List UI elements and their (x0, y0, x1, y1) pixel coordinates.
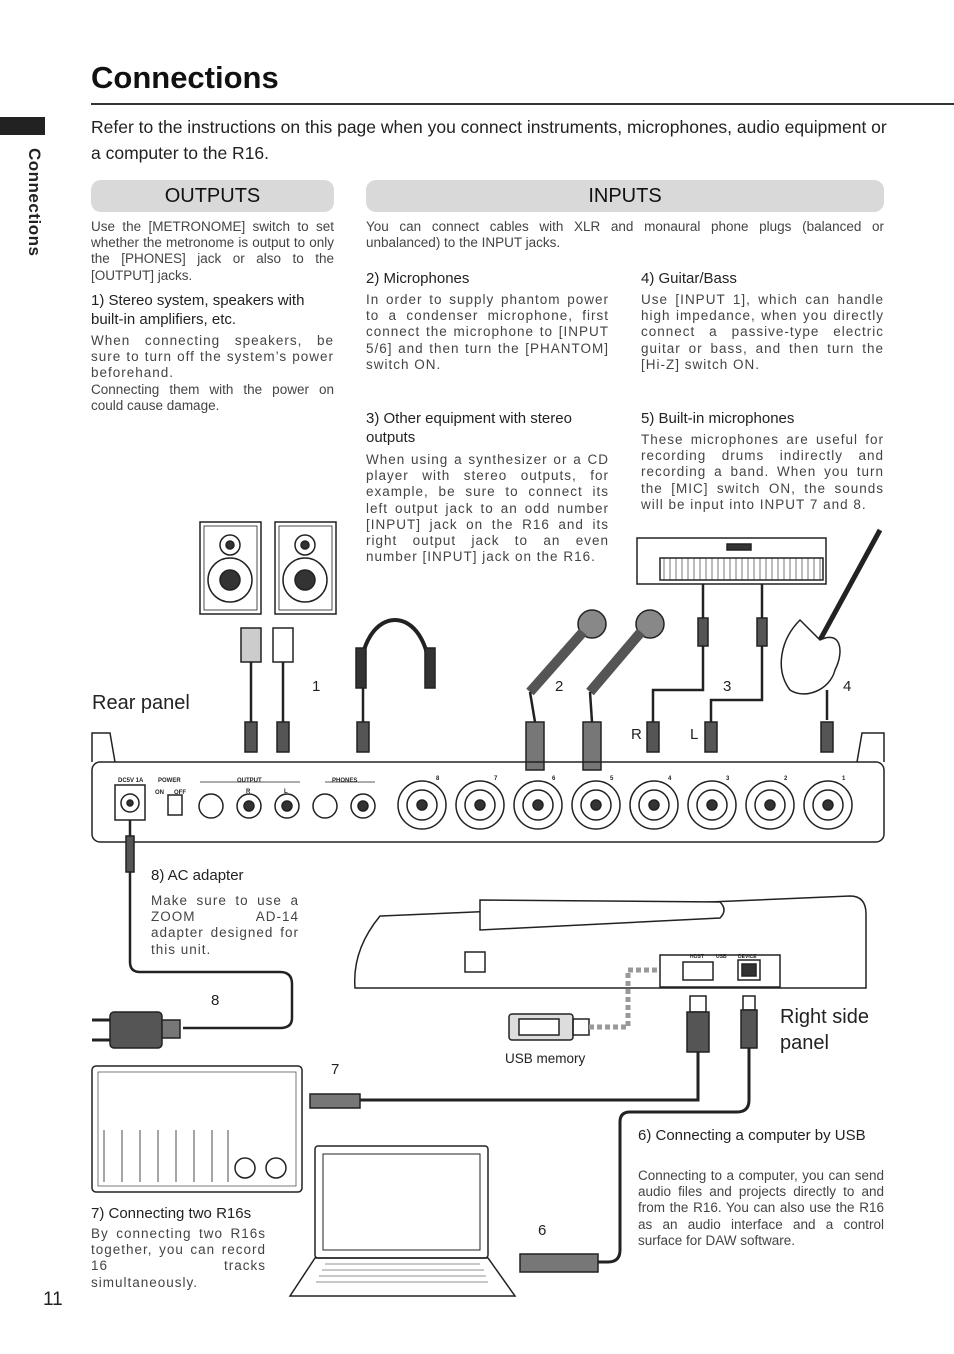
input-jacks (398, 781, 852, 829)
right-side-panel (355, 896, 866, 988)
inputs-header: INPUTS (366, 180, 884, 212)
right-side-panel-label-1: Right side (780, 1006, 869, 1028)
jack-num: 3 (726, 776, 730, 782)
callout-7: 7 (331, 1061, 340, 1078)
usb-host-label: HOST (690, 954, 704, 960)
headphones-icon (356, 620, 435, 722)
usb-usb-label: USB (716, 954, 727, 960)
rear-panel-label: Rear panel (92, 692, 190, 714)
jack-num: 6 (552, 776, 556, 782)
input-item3-text: When using a synthesizer or a CD player with stereo outputs, for example, be sure to connect its left output jack to an odd number [INPUT] jack on the R16 and its right output jack to an even number [INPUT] jack on the R16. (366, 452, 609, 565)
callout-2: 2 (555, 678, 564, 695)
usb-memory-icon (509, 1014, 589, 1040)
jack-num: 7 (494, 776, 498, 782)
page-title: Connections (91, 60, 279, 95)
output-item1-title: 1) Stereo system, speakers with built-in amplifiers, etc. (91, 292, 305, 328)
right-side-panel-label-2: panel (780, 1032, 829, 1054)
output-item1-text: When connecting speakers, be sure to turn off the system’s power beforehand. (91, 333, 334, 381)
input-item5-title: 5) Built-in microphones (641, 410, 795, 427)
right-speaker-icon (275, 522, 336, 614)
ac-adapter-icon (92, 1012, 180, 1048)
jack-num: 8 (436, 776, 440, 782)
microphone-1-icon (530, 610, 606, 722)
outputs-text: Use the [METRONOME] switch to set whether the metronome is output to only the [PHONES] jack or also to the [OUTPUT] jacks. (91, 219, 334, 283)
usb-device-label: DEVICE (738, 954, 757, 960)
panel-on-label: ON (155, 790, 164, 796)
panel-off-label: OFF (174, 790, 186, 796)
outputs-header: OUTPUTS (91, 180, 334, 212)
callout-3: 3 (723, 678, 732, 695)
laptop-icon (290, 1146, 515, 1296)
usb-memory-label: USB memory (505, 1051, 586, 1066)
callout-l: L (690, 726, 699, 743)
callout-4: 4 (843, 678, 852, 695)
panel-dc-label: DC5V 1A (118, 778, 144, 784)
jack-num: 1 (842, 776, 846, 782)
input-item2-text: In order to supply phantom power to a condenser microphone, first connect the microphone to [INPUT 5/6] and then turn the [PHANTOM] switch ON. (366, 292, 609, 372)
usb-computer-title: 6) Connecting a computer by USB (638, 1127, 866, 1144)
panel-output-label: OUTPUT (237, 778, 262, 784)
two-r16-title: 7) Connecting two R16s (91, 1205, 252, 1222)
left-speaker-icon (200, 522, 261, 614)
callout-8: 8 (211, 992, 220, 1009)
usb-computer-text: Connecting to a computer, you can send audio files and projects directly to and from the R16. You can also use the R16 as an audio interface and a control surface for DAW software. (638, 1168, 884, 1248)
callout-6: 6 (538, 1222, 547, 1239)
panel-l-label: L (284, 789, 288, 795)
side-tab-label: Connections (25, 148, 44, 257)
intro-text: Refer to the instructions on this page when you connect instruments, microphones, audio equipment or a computer to the R16. (91, 117, 887, 163)
r16-top-icon (92, 1066, 302, 1192)
panel-phones-label: PHONES (332, 778, 358, 784)
ac-adapter-title: 8) AC adapter (151, 867, 244, 884)
output-item1-warning: Connecting them with the power on could cause damage. (91, 382, 334, 414)
input-item2-title: 2) Microphones (366, 270, 470, 287)
panel-r-label: R (246, 789, 251, 795)
input-item5-text: These microphones are useful for recording drums indirectly and recording a band. When you turn the [MIC] switch ON, the sounds will be input into INPUT 7 and 8. (641, 432, 884, 512)
callout-1: 1 (312, 678, 321, 695)
input-item4-text: Use [INPUT 1], which can handle high impedance, when you directly connect a passive-type electric guitar or bass, and then turn the [Hi-Z] switch ON. (641, 292, 884, 372)
input-item3-title: 3) Other equipment with stereo outputs (366, 410, 572, 446)
rear-panel (92, 733, 884, 842)
two-r16-text: By connecting two R16s together, you can record 16 tracks simultaneously. (91, 1226, 266, 1290)
jack-num: 2 (784, 776, 788, 782)
inputs-text: You can connect cables with XLR and monaural phone plugs (balanced or unbalanced) to the INPUT jacks. (366, 219, 884, 251)
callout-r: R (631, 726, 642, 743)
panel-power-label: POWER (158, 778, 181, 784)
page-number: 11 (43, 1289, 63, 1310)
input-item4-title: 4) Guitar/Bass (641, 270, 737, 287)
jack-num: 4 (668, 776, 672, 782)
jack-num: 5 (610, 776, 614, 782)
ac-adapter-text: Make sure to use a ZOOM AD-14 adapter designed for this unit. (151, 893, 299, 957)
